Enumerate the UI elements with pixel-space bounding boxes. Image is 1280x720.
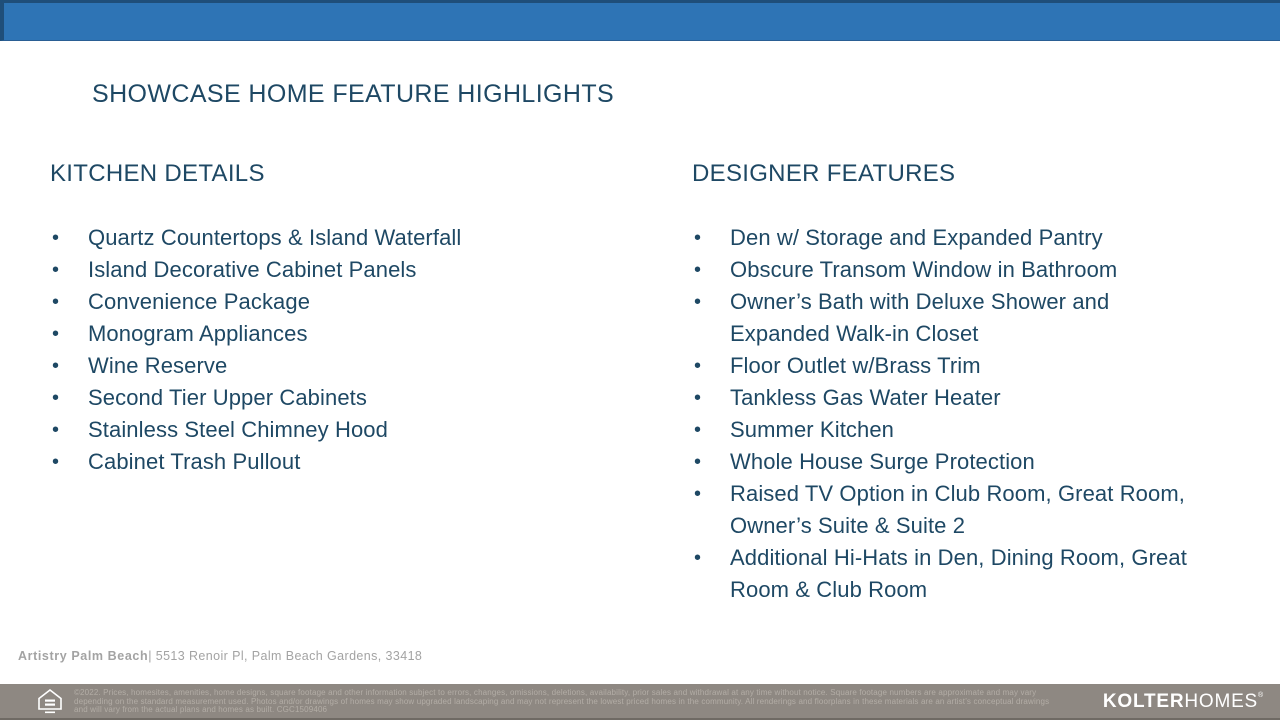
kolter-logo-bold: KOLTER <box>1102 691 1185 712</box>
top-accent-bar <box>0 0 1280 41</box>
list-item: • Floor Outlet w/Brass Trim <box>692 350 1208 382</box>
list-item: • Additional Hi-Hats in Den, Dining Room, Great Room & Club Room <box>692 542 1208 606</box>
kitchen-details-heading: KITCHEN DETAILS <box>50 160 265 187</box>
list-item: • Stainless Steel Chimney Hood <box>50 414 630 446</box>
list-item: • Tankless Gas Water Heater <box>692 382 1208 414</box>
list-item: • Convenience Package <box>50 286 630 318</box>
list-item: • Cabinet Trash Pullout <box>50 446 630 478</box>
kolter-logo-light: HOMES <box>1184 691 1259 712</box>
kitchen-details-list <box>50 222 630 478</box>
list-item: • Wine Reserve <box>50 350 630 382</box>
list-item: • Obscure Transom Window in Bathroom <box>692 254 1208 286</box>
kolter-homes-logo <box>1103 691 1264 713</box>
legal-disclaimer <box>74 689 1084 715</box>
designer-features-list <box>692 222 1208 606</box>
list-item: • Quartz Countertops & Island Waterfall <box>50 222 630 254</box>
community-address-detail: | 5513 Renoir Pl, Palm Beach Gardens, 33418 <box>148 649 423 663</box>
legal-disclaimer-line: depending on the standard measurement used. Photos and/or drawings of homes may show upgraded landscaping and may not represent the lowest priced homes in the community. All renderings and floorplans in these materials are an artist’s conceptual drawings <box>74 697 1050 706</box>
list-item: • Whole House Surge Protection <box>692 446 1208 478</box>
legal-disclaimer-line: and will vary from the actual plans and homes as built. CGC1509406 <box>74 706 328 715</box>
community-address <box>18 649 422 663</box>
list-item: • Den w/ Storage and Expanded Pantry <box>692 222 1208 254</box>
community-name: Artistry Palm Beach <box>18 649 149 663</box>
footer-disclaimer-bar <box>0 684 1280 720</box>
list-item: • Monogram Appliances <box>50 318 630 350</box>
list-item: • Summer Kitchen <box>692 414 1208 446</box>
registered-mark-icon: ® <box>1258 692 1264 699</box>
list-item: • Raised TV Option in Club Room, Great Room, Owner’s Suite & Suite 2 <box>692 478 1208 542</box>
list-item: • Owner’s Bath with Deluxe Shower and Expanded Walk-in Closet <box>692 286 1208 350</box>
equal-housing-icon <box>38 689 62 715</box>
list-item: • Island Decorative Cabinet Panels <box>50 254 630 286</box>
page-title: SHOWCASE HOME FEATURE HIGHLIGHTS <box>92 80 615 108</box>
legal-disclaimer-line: ©2022. Prices, homesites, amenities, home designs, square footage and other information subject to errors, changes, omissions, deletions, availability, prior sales and withdrawal at any time without notice. Square footage numbers are approximate and may vary <box>74 689 1037 697</box>
designer-features-heading: DESIGNER FEATURES <box>692 160 956 187</box>
list-item: • Second Tier Upper Cabinets <box>50 382 630 414</box>
